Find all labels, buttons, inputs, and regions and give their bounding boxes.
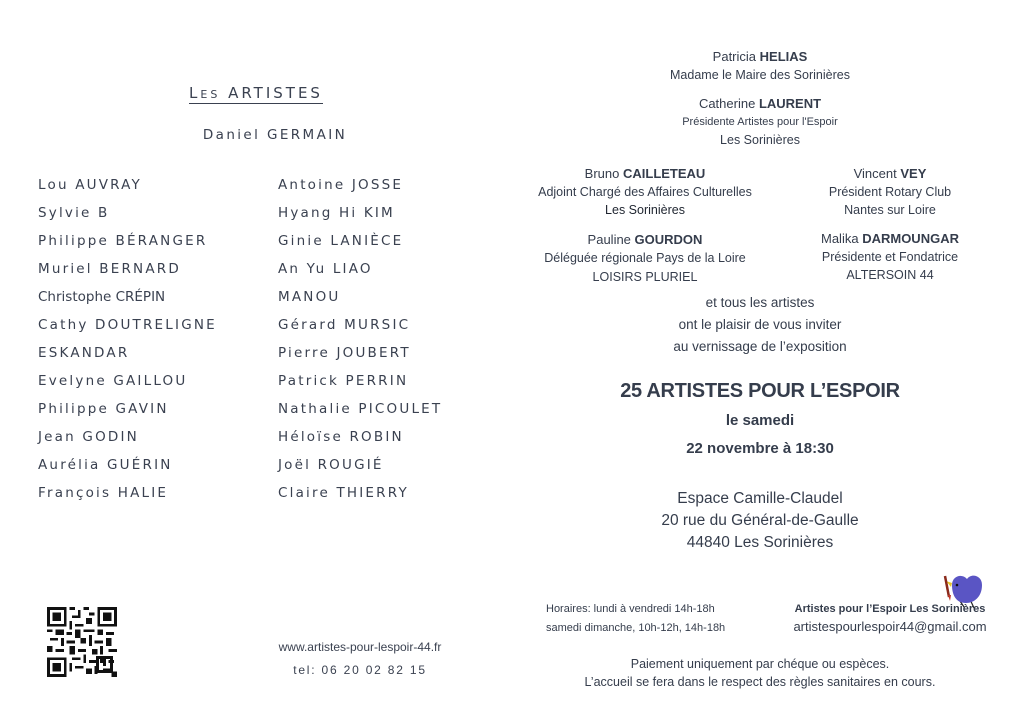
phone-number: tel: 06 20 02 82 15	[293, 663, 427, 677]
invite-line: et tous les artistes	[705, 295, 815, 310]
artists-column-right	[278, 175, 442, 511]
note-line: L’accueil se fera dans le respect des règles sanitaires en cours.	[584, 675, 936, 689]
opening-hours	[546, 600, 725, 638]
host-block	[510, 230, 780, 287]
hours-line: samedi dimanche, 10h-12h, 14h-18h	[546, 622, 726, 634]
artist-name: Jean GODIN	[38, 429, 139, 445]
event-date: 22 novembre à 18:30	[686, 440, 834, 457]
invite-line: au vernissage de l’exposition	[673, 339, 847, 354]
host-role: Adjoint Chargé des Affaires Culturelles	[538, 185, 752, 199]
organization-name: Artistes pour l’Espoir Les Sorinières	[794, 603, 986, 615]
artists-heading	[0, 84, 512, 102]
address-line: 20 rue du Général-de-Gaulle	[661, 512, 859, 529]
host-location: Les Sorinières	[720, 133, 800, 147]
artist-name: Philippe BÉRANGER	[38, 233, 208, 249]
artist-name: Hyang Hi KIM	[278, 205, 395, 221]
host-name: Malika DARMOUNGAR	[821, 231, 959, 246]
featured-artist: Daniel GERMAIN	[202, 127, 348, 143]
artist-name: Joël ROUGIÉ	[278, 457, 384, 473]
hours-line: Horaires: lundi à vendredi 14h-18h	[546, 603, 715, 615]
heading-initial: L	[189, 84, 201, 102]
footer-notes	[540, 655, 980, 691]
host-name: Vincent VEY	[853, 166, 927, 181]
host-block	[790, 165, 990, 219]
host-block	[600, 47, 920, 85]
host-name: Catherine LAURENT	[698, 96, 822, 111]
artist-name: Cathy DOUTRELIGNE	[38, 317, 217, 333]
artist-name: ESKANDAR	[38, 345, 130, 361]
artist-name: MANOU	[278, 289, 341, 305]
artist-name: Aurélia GUÉRIN	[38, 457, 173, 473]
artist-name: Ginie LANIÈCE	[278, 233, 404, 249]
artist-name: Lou AUVRAY	[38, 177, 143, 193]
artist-name: Philippe GAVIN	[38, 401, 169, 417]
artists-column-left	[38, 175, 217, 511]
host-name: Patricia HELIAS	[712, 49, 808, 64]
artist-name: Evelyne GAILLOU	[38, 373, 188, 389]
host-location: Nantes sur Loire	[844, 203, 936, 217]
address-line: 44840 Les Sorinières	[686, 534, 834, 551]
invite-line: ont le plaisir de vous inviter	[678, 317, 842, 332]
host-name: Bruno CAILLETEAU	[584, 166, 706, 181]
host-role: Présidente et Fondatrice	[821, 250, 959, 264]
host-role: Président Rotary Club	[828, 185, 952, 199]
artist-name: Antoine JOSSE	[278, 177, 404, 193]
event-day: le samedi	[725, 412, 795, 429]
artist-name: Sylvie B	[38, 205, 110, 221]
artist-name: Nathalie PICOULET	[278, 401, 443, 417]
heading-smallcaps: ES	[200, 88, 221, 101]
invitation-text	[580, 292, 940, 358]
host-role: Madame le Maire des Sorinières	[670, 68, 850, 82]
qr-code-icon[interactable]	[47, 607, 117, 677]
venue-address	[580, 488, 940, 554]
host-name: Pauline GOURDON	[587, 232, 703, 247]
artist-name: Héloïse ROBIN	[278, 429, 404, 445]
host-location: Les Sorinières	[605, 203, 685, 217]
artist-name: Pierre JOUBERT	[278, 345, 411, 361]
host-block	[600, 95, 920, 149]
host-block	[510, 165, 780, 219]
artist-name: Patrick PERRIN	[278, 373, 409, 389]
artist-name: François HALIE	[38, 485, 169, 501]
artist-name: Claire THIERRY	[278, 485, 409, 501]
host-organization: LOISIRS PLURIEL	[592, 270, 698, 284]
heading-rest: ARTISTES	[228, 84, 323, 102]
host-role: Déléguée régionale Pays de la Loire	[544, 251, 746, 265]
host-block	[790, 230, 990, 284]
website-link[interactable]: www.artistes-pour-lespoir-44.fr	[278, 640, 442, 654]
artist-name: Christophe CRÉPIN	[38, 289, 166, 305]
address-line: Espace Camille-Claudel	[677, 490, 843, 507]
event-title: 25 ARTISTES POUR L’ESPOIR	[620, 380, 900, 402]
artist-name: Muriel BERNARD	[38, 261, 181, 277]
host-organization: ALTERSOIN 44	[846, 268, 934, 282]
note-line: Paiement uniquement par chéque ou espèces.	[630, 657, 890, 671]
artist-name: Gérard MURSIC	[278, 317, 411, 333]
artist-name: An Yu LIAO	[278, 261, 373, 277]
host-role: Présidente Artistes pour l'Espoir	[682, 116, 838, 128]
email-link[interactable]: artistespourlespoir44@gmail.com	[793, 619, 987, 634]
